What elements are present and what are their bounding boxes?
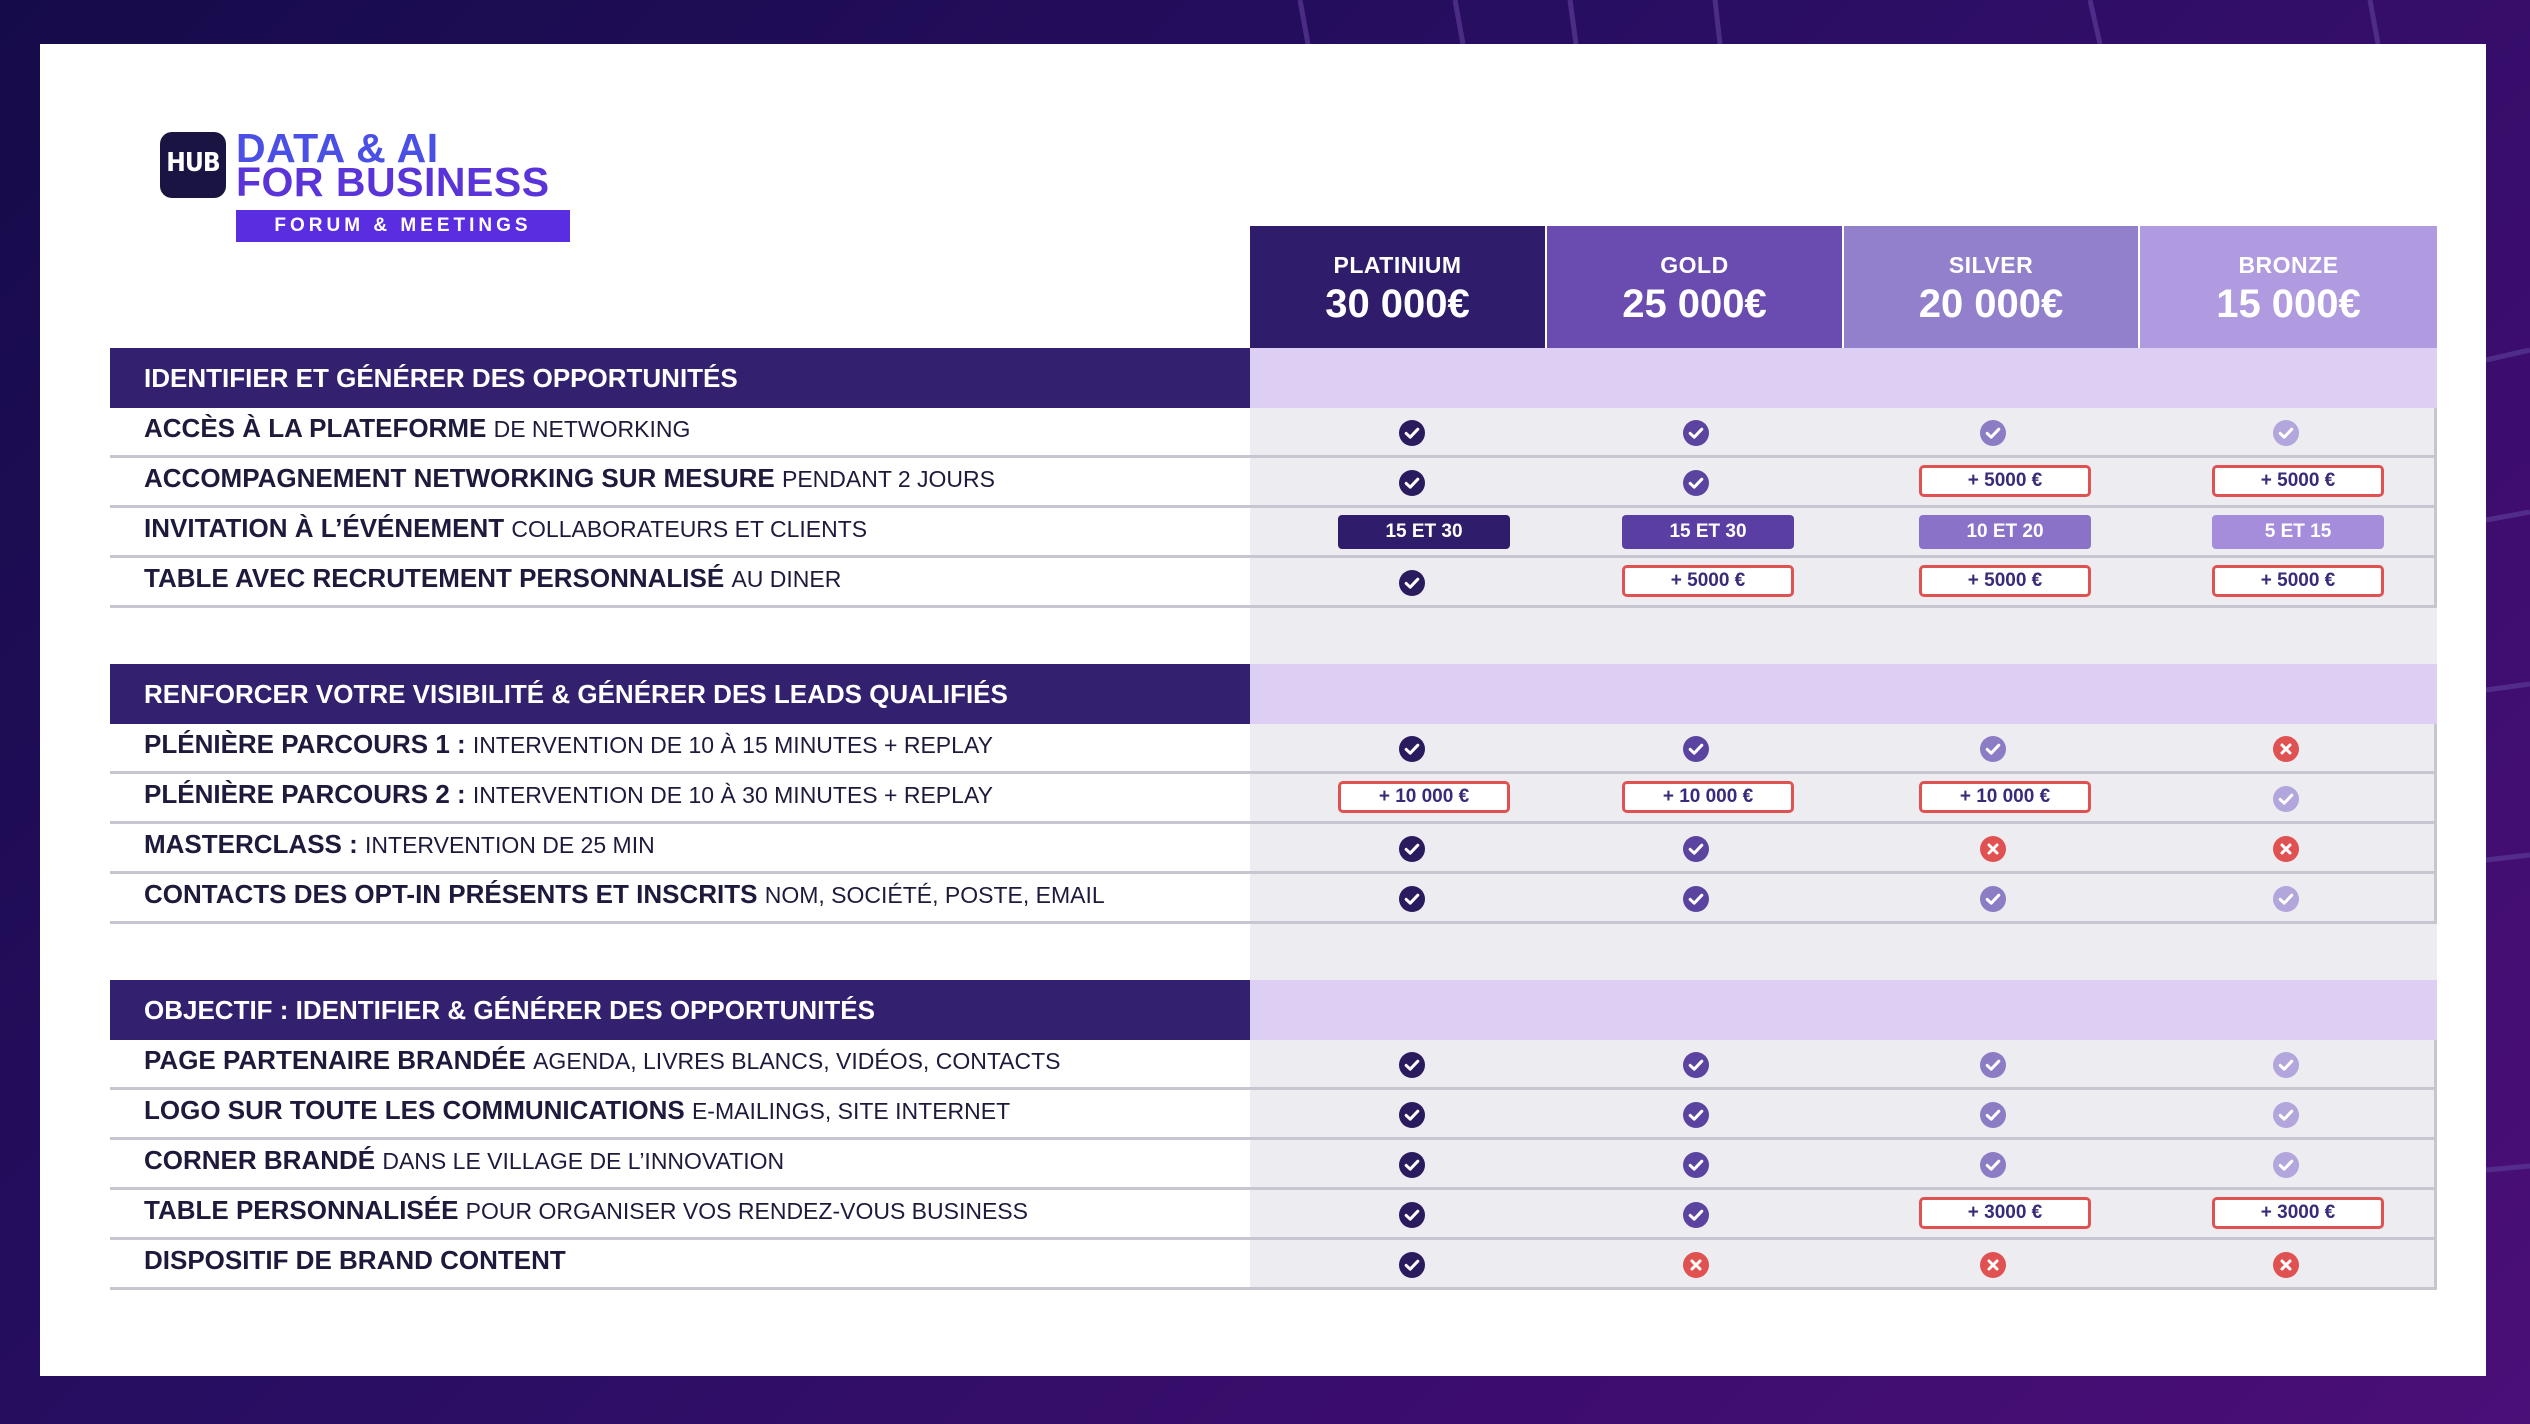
check-icon: [1399, 886, 1425, 912]
cell-platinium: [1264, 558, 1560, 605]
cell-silver: [1845, 1040, 2141, 1087]
row-label-title: INVITATION À L’ÉVÉNEMENT: [144, 513, 505, 543]
row-label: [144, 1094, 1010, 1127]
row-label: [144, 828, 655, 861]
cell-silver: [1845, 558, 2141, 605]
cell-gold: [1548, 774, 1844, 821]
check-icon: [1980, 1152, 2006, 1178]
cell-bronze: [2138, 774, 2434, 821]
cell-platinium: [1264, 874, 1560, 921]
tier-name: GOLD: [1660, 252, 1729, 278]
cell-gold: [1548, 558, 1844, 605]
table-row: [110, 1140, 2437, 1190]
check-icon: [2273, 1052, 2299, 1078]
row-label-detail: AU DINER: [731, 566, 842, 592]
tier-name: BRONZE: [2238, 252, 2339, 278]
check-icon: [1683, 470, 1709, 496]
row-label-title: ACCÈS À LA PLATEFORME: [144, 413, 487, 443]
check-icon: [1683, 1102, 1709, 1128]
extra-cost-tag: + 3000 €: [2212, 1197, 2384, 1229]
row-label: [144, 1244, 566, 1276]
cell-silver: [1845, 1240, 2141, 1287]
cell-silver: [1845, 1190, 2141, 1237]
cell-silver: [1845, 408, 2141, 455]
extra-cost-tag: + 10 000 €: [1622, 781, 1794, 813]
check-icon: [1980, 886, 2006, 912]
extra-cost-tag: + 3000 €: [1919, 1197, 2091, 1229]
cell-bronze: [2138, 558, 2434, 605]
table-row: [110, 1090, 2437, 1140]
check-icon: [1683, 1052, 1709, 1078]
table-row: [110, 1190, 2437, 1240]
row-label-detail: PENDANT 2 JOURS: [781, 466, 995, 492]
check-icon: [1399, 470, 1425, 496]
tier-header-bronze: [2140, 226, 2437, 348]
section-header-band: [1250, 980, 2437, 1040]
extra-cost-tag: + 10 000 €: [1338, 781, 1510, 813]
extra-cost-tag: + 5000 €: [1919, 465, 2091, 497]
extra-cost-tag: + 5000 €: [2212, 465, 2384, 497]
cell-platinium: [1264, 774, 1560, 821]
cell-silver: [1845, 874, 2141, 921]
row-label: [144, 728, 993, 761]
row-label-title: DISPOSITIF DE BRAND CONTENT: [144, 1245, 566, 1275]
check-icon: [2273, 886, 2299, 912]
invitation-badge: 15 ET 30: [1338, 515, 1510, 549]
table-row: [110, 408, 2437, 458]
cell-gold: [1548, 1140, 1844, 1187]
row-label-detail: DE NETWORKING: [493, 416, 691, 442]
row-label-detail: NOM, SOCIÉTÉ, POSTE, EMAIL: [764, 882, 1105, 908]
cross-icon: [1980, 836, 2006, 862]
row-label-detail: DANS LE VILLAGE DE L’INNOVATION: [382, 1148, 785, 1174]
tier-price: 15 000€: [2216, 282, 2361, 326]
row-label-title: TABLE AVEC RECRUTEMENT PERSONNALISÉ: [144, 563, 725, 593]
invitation-badge: 5 ET 15: [2212, 515, 2384, 549]
cell-platinium: [1264, 458, 1560, 505]
check-icon: [1399, 1252, 1425, 1278]
section-header: OBJECTIF : IDENTIFIER & GÉNÉRER DES OPPORTUNITÉS: [110, 980, 1250, 1040]
row-label: [144, 412, 690, 445]
cell-bronze: [2138, 824, 2434, 871]
check-icon: [1683, 1202, 1709, 1228]
check-icon: [1399, 836, 1425, 862]
tier-header-silver: [1844, 226, 2138, 348]
row-label-title: LOGO SUR TOUTE LES COMMUNICATIONS: [144, 1095, 685, 1125]
check-icon: [1980, 420, 2006, 446]
extra-cost-tag: + 5000 €: [1919, 565, 2091, 597]
cell-silver: [1845, 724, 2141, 771]
row-label-title: PLÉNIÈRE PARCOURS 2 :: [144, 779, 466, 809]
cell-bronze: [2138, 508, 2434, 555]
row-label-title: MASTERCLASS :: [144, 829, 358, 859]
cell-gold: [1548, 724, 1844, 771]
check-icon: [1683, 736, 1709, 762]
cross-icon: [1980, 1252, 2006, 1278]
row-label-detail: INTERVENTION DE 10 À 15 MINUTES + REPLAY: [472, 732, 993, 758]
check-icon: [1980, 736, 2006, 762]
row-label-title: TABLE PERSONNALISÉE: [144, 1195, 459, 1225]
check-icon: [1683, 1152, 1709, 1178]
row-label-detail: INTERVENTION DE 10 À 30 MINUTES + REPLAY: [472, 782, 993, 808]
check-icon: [1980, 1052, 2006, 1078]
check-icon: [1399, 420, 1425, 446]
cell-bronze: [2138, 1140, 2434, 1187]
cell-silver: [1845, 824, 2141, 871]
table-row: [110, 874, 2437, 924]
row-label-detail: E-MAILINGS, SITE INTERNET: [691, 1098, 1011, 1124]
cell-gold: [1548, 1090, 1844, 1137]
cell-silver: [1845, 458, 2141, 505]
check-icon: [2273, 420, 2299, 446]
table-row: [110, 824, 2437, 874]
row-label: [144, 462, 995, 495]
row-label-title: ACCOMPAGNEMENT NETWORKING SUR MESURE: [144, 463, 775, 493]
check-icon: [1399, 1152, 1425, 1178]
logo-line-1: DATA & AI: [236, 125, 439, 171]
check-icon: [1399, 1202, 1425, 1228]
cell-bronze: [2138, 874, 2434, 921]
section-header: RENFORCER VOTRE VISIBILITÉ & GÉNÉRER DES LEADS QUALIFIÉS: [110, 664, 1250, 724]
cell-bronze: [2138, 458, 2434, 505]
table-row: [110, 558, 2437, 608]
table-row: [110, 1240, 2437, 1290]
section-header: IDENTIFIER ET GÉNÉRER DES OPPORTUNITÉS: [110, 348, 1250, 408]
extra-cost-tag: + 5000 €: [1622, 565, 1794, 597]
check-icon: [1683, 420, 1709, 446]
table-row: [110, 774, 2437, 824]
cell-gold: [1548, 508, 1844, 555]
cell-bronze: [2138, 1240, 2434, 1287]
row-label-title: PLÉNIÈRE PARCOURS 1 :: [144, 729, 466, 759]
extra-cost-tag: + 10 000 €: [1919, 781, 2091, 813]
cell-silver: [1845, 1090, 2141, 1137]
cell-bronze: [2138, 724, 2434, 771]
cell-platinium: [1264, 1090, 1560, 1137]
check-icon: [2273, 1102, 2299, 1128]
tier-header-platinium: [1250, 226, 1545, 348]
cell-silver: [1845, 508, 2141, 555]
check-icon: [2273, 786, 2299, 812]
tier-name: PLATINIUM: [1333, 252, 1462, 278]
invitation-badge: 15 ET 30: [1622, 515, 1794, 549]
row-label-title: CONTACTS DES OPT-IN PRÉSENTS ET INSCRITS: [144, 879, 758, 909]
cell-platinium: [1264, 824, 1560, 871]
cell-silver: [1845, 1140, 2141, 1187]
cell-gold: [1548, 874, 1844, 921]
cell-gold: [1548, 408, 1844, 455]
cell-bronze: [2138, 1190, 2434, 1237]
cross-icon: [2273, 836, 2299, 862]
logo-subtitle: FORUM & MEETINGS: [236, 210, 570, 242]
tier-price: 25 000€: [1622, 282, 1767, 326]
cell-platinium: [1264, 1040, 1560, 1087]
check-icon: [1980, 1102, 2006, 1128]
cell-platinium: [1264, 724, 1560, 771]
check-icon: [1399, 1102, 1425, 1128]
cross-icon: [2273, 1252, 2299, 1278]
section-header-band: [1250, 664, 2437, 724]
check-icon: [1399, 1052, 1425, 1078]
row-label: [144, 562, 841, 595]
cell-bronze: [2138, 408, 2434, 455]
cross-icon: [1683, 1252, 1709, 1278]
logo-line-2: FOR BUSINESS: [236, 159, 550, 205]
row-label: [144, 878, 1105, 911]
table-row: [110, 724, 2437, 774]
table-row: [110, 508, 2437, 558]
row-label-detail: COLLABORATEURS ET CLIENTS: [511, 516, 868, 542]
cell-platinium: [1264, 408, 1560, 455]
row-label-title: PAGE PARTENAIRE BRANDÉE: [144, 1045, 526, 1075]
cell-platinium: [1264, 1240, 1560, 1287]
cell-platinium: [1264, 1140, 1560, 1187]
cross-icon: [2273, 736, 2299, 762]
cell-gold: [1548, 1040, 1844, 1087]
cell-silver: [1845, 774, 2141, 821]
extra-cost-tag: + 5000 €: [2212, 565, 2384, 597]
row-label: [144, 1194, 1028, 1227]
check-icon: [2273, 1152, 2299, 1178]
row-label-detail: POUR ORGANISER VOS RENDEZ-VOUS BUSINESS: [465, 1198, 1028, 1224]
row-label: [144, 1144, 784, 1177]
row-label: [144, 1044, 1061, 1077]
check-icon: [1683, 836, 1709, 862]
cell-gold: [1548, 1190, 1844, 1237]
tier-price: 20 000€: [1918, 282, 2064, 326]
section-header-band: [1250, 348, 2437, 408]
cell-bronze: [2138, 1040, 2434, 1087]
cell-bronze: [2138, 1090, 2434, 1137]
cell-gold: [1548, 458, 1844, 505]
tier-name: SILVER: [1948, 252, 2034, 278]
check-icon: [1683, 886, 1709, 912]
check-icon: [1399, 570, 1425, 596]
row-label-detail: AGENDA, LIVRES BLANCS, VIDÉOS, CONTACTS: [533, 1048, 1061, 1074]
check-icon: [1399, 736, 1425, 762]
tier-price: 30 000€: [1325, 282, 1470, 326]
row-label: [144, 778, 993, 811]
table-row: [110, 1040, 2437, 1090]
cell-platinium: [1264, 1190, 1560, 1237]
hub-logo-icon: HUB: [160, 132, 226, 198]
row-label-detail: INTERVENTION DE 25 MIN: [365, 832, 655, 858]
cell-gold: [1548, 1240, 1844, 1287]
cell-gold: [1548, 824, 1844, 871]
table-row: [110, 458, 2437, 508]
row-label: [144, 512, 867, 545]
cell-platinium: [1264, 508, 1560, 555]
invitation-badge: 10 ET 20: [1919, 515, 2091, 549]
tier-header-gold: [1547, 226, 1842, 348]
row-label-title: CORNER BRANDÉ: [144, 1145, 376, 1175]
